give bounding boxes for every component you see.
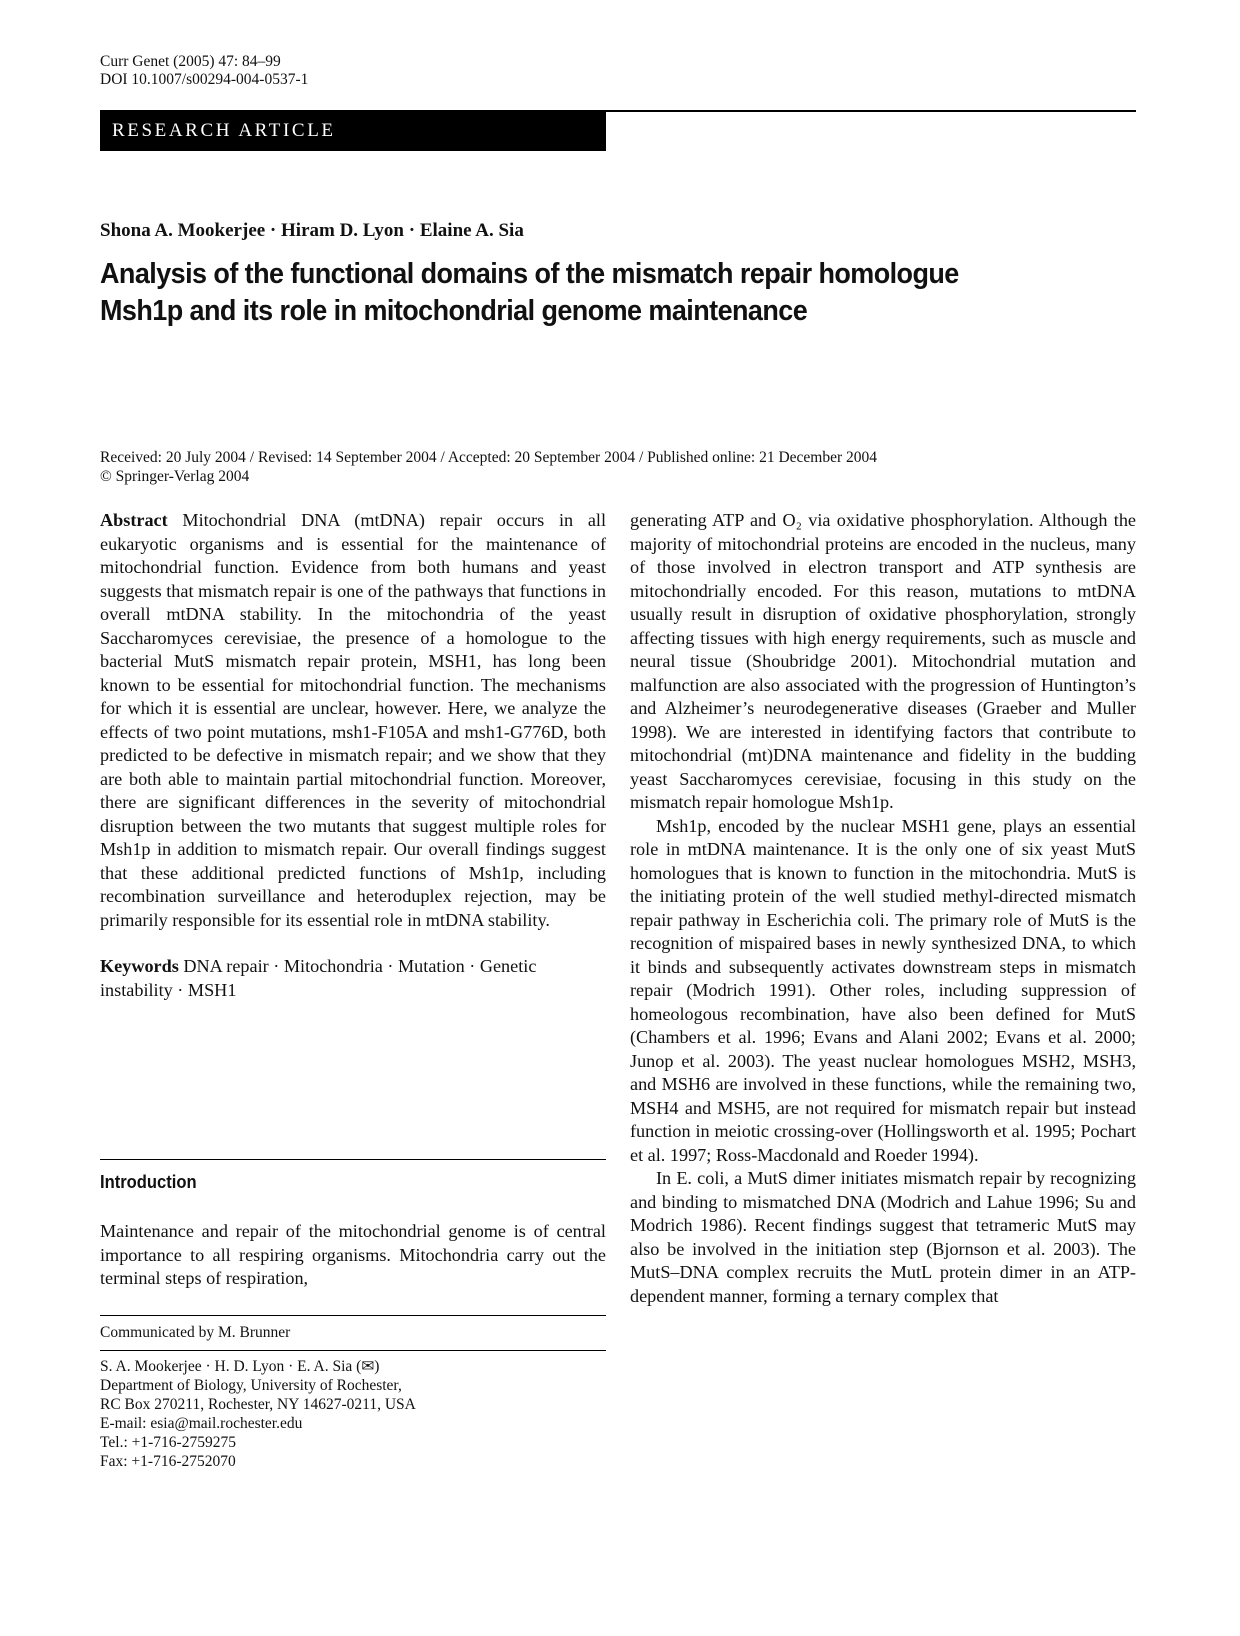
article-type-banner: [100, 110, 606, 151]
title-line-2: Msh1p and its role in mitochondrial genome maintenance: [100, 295, 808, 327]
title-line-1: Analysis of the functional domains of the mismatch repair homologue: [100, 258, 959, 290]
body-paragraph-1: generating ATP and O₂ via oxidative phosphorylation. Although the majority of mitochondrial proteins are encoded in the nucleus, many of those involved in electron transport and ATP synthesis are mitochondrially encoded. For this reason, mutations to mtDNA usually result in disruption of oxidative phosphorylation, strongly affecting tissues with high energy requirements, such as muscle and neural tissue (Shoubridge 2001). Mitochondrial mutation and malfunction are also associated with the progression of Huntington’s and Alzheimer’s neurodegenerative diseases (Graeber and Muller 1998). We are interested in identifying factors that contribute to mitochondrial (mt)DNA maintenance and fidelity in the budding yeast Saccharomyces cerevisiae, focusing in this study on the mismatch repair homologue Msh1p.: [630, 510, 1136, 812]
affiliation-address: RC Box 270211, Rochester, NY 14627-0211, USA: [100, 1396, 416, 1413]
keywords-text: DNA repair · Mitochondria · Mutation · Genetic instability · MSH1: [100, 956, 537, 1000]
keywords-label: Keywords: [100, 956, 179, 976]
affiliation-block: [100, 1357, 416, 1471]
date-history: Received: 20 July 2004 / Revised: 14 September 2004 / Accepted: 20 September 2004 / Published online: 21 December 2004: [100, 449, 878, 466]
doi: DOI 10.1007/s00294-004-0537-1: [100, 71, 309, 88]
abstract-label: Abstract: [100, 510, 168, 530]
article-type-label: RESEARCH ARTICLE: [112, 120, 336, 141]
right-column: [630, 509, 1136, 1308]
communicated-by: Communicated by M. Brunner: [100, 1324, 291, 1341]
author-list: Shona A. Mookerjee · Hiram D. Lyon · Elaine A. Sia: [100, 220, 524, 241]
header-rule: [606, 110, 1136, 112]
journal-citation: Curr Genet (2005) 47: 84–99: [100, 53, 281, 70]
footnote-divider: [100, 1315, 606, 1316]
affiliation-divider: [100, 1350, 606, 1351]
article-title: [100, 256, 1067, 330]
affiliation-department: Department of Biology, University of Rochester,: [100, 1377, 402, 1394]
affiliation-fax: Fax: +1-716-2752070: [100, 1453, 236, 1470]
introduction-heading: Introduction: [100, 1172, 197, 1192]
affiliation-email: E-mail: esia@mail.rochester.edu: [100, 1415, 303, 1432]
affiliation-names: S. A. Mookerjee · H. D. Lyon · E. A. Sia (✉): [100, 1358, 380, 1375]
section-divider: [100, 1159, 606, 1160]
body-paragraph-2: Msh1p, encoded by the nuclear MSH1 gene, plays an essential role in mtDNA maintenance. It is the only one of six yeast MutS homologues that is known to function in the mitochondria. MutS is the initiating protein of the well studied methyl-directed mismatch repair pathway in Escherichia coli. The primary role of MutS is the recognition of mispaired bases in newly synthesized DNA, to which it binds and subsequently activates downstream steps in mismatch repair (Modrich 1991). Other roles, including suppression of homeologous recombination, have also been defined for MutS (Chambers et al. 1996; Evans and Alani 2002; Evans et al. 2000; Junop et al. 2003). The yeast nuclear homologues MSH2, MSH3, and MSH6 are involved in these functions, while the remaining two, MSH4 and MSH5, are not required for mismatch repair but instead function in meiotic crossing-over (Hollingsworth et al. 1995; Pochart et al. 1997; Ross-Macdonald and Roeder 1994).: [630, 815, 1136, 1165]
abstract-text: Mitochondrial DNA (mtDNA) repair occurs in all eukaryotic organisms and is essential for the maintenance of mitochondrial function. Evidence from both humans and yeast suggests that mismatch repair is one of the pathways that functions in overall mtDNA stability. In the mitochondria of the yeast Saccharomyces cerevisiae, the presence of a homologue to the bacterial MutS mismatch repair protein, MSH1, has long been known to be essential for mitochondrial function. The mechanisms for which it is essential are unclear, however. Here, we analyze the effects of two point mutations, msh1-F105A and msh1-G776D, both predicted to be defective in mismatch repair; and we show that they are both able to maintain partial mitochondrial function. Moreover, there are significant differences in the severity of mitochondrial disruption between the two mutants that suggest multiple roles for Msh1p in addition to mismatch repair. Our overall findings suggest that these additional predicted functions of Msh1p, including recombination surveillance and heteroduplex rejection, may be primarily responsible for its essential role in mtDNA stability.: [100, 510, 606, 930]
copyright: © Springer-Verlag 2004: [100, 468, 250, 485]
body-paragraph-3: In E. coli, a MutS dimer initiates mismatch repair by recognizing and binding to mismatched DNA (Modrich and Lahue 1996; Su and Modrich 1986). Recent findings suggest that tetrameric MutS may also be involved in the initiation step (Bjornson et al. 2003). The MutS–DNA complex recruits the MutL protein dimer in an ATP-dependent manner, forming a ternary complex that: [630, 1168, 1136, 1306]
left-column: [100, 509, 606, 1002]
abstract: [100, 509, 606, 932]
affiliation-tel: Tel.: +1-716-2759275: [100, 1434, 236, 1451]
publication-dates: [100, 448, 877, 486]
introduction-text: Maintenance and repair of the mitochondrial genome is of central importance to all respiring organisms. Mitochondria carry out the terminal steps of respiration,: [100, 1221, 606, 1288]
journal-header: [100, 53, 308, 89]
keywords: [100, 955, 606, 1002]
